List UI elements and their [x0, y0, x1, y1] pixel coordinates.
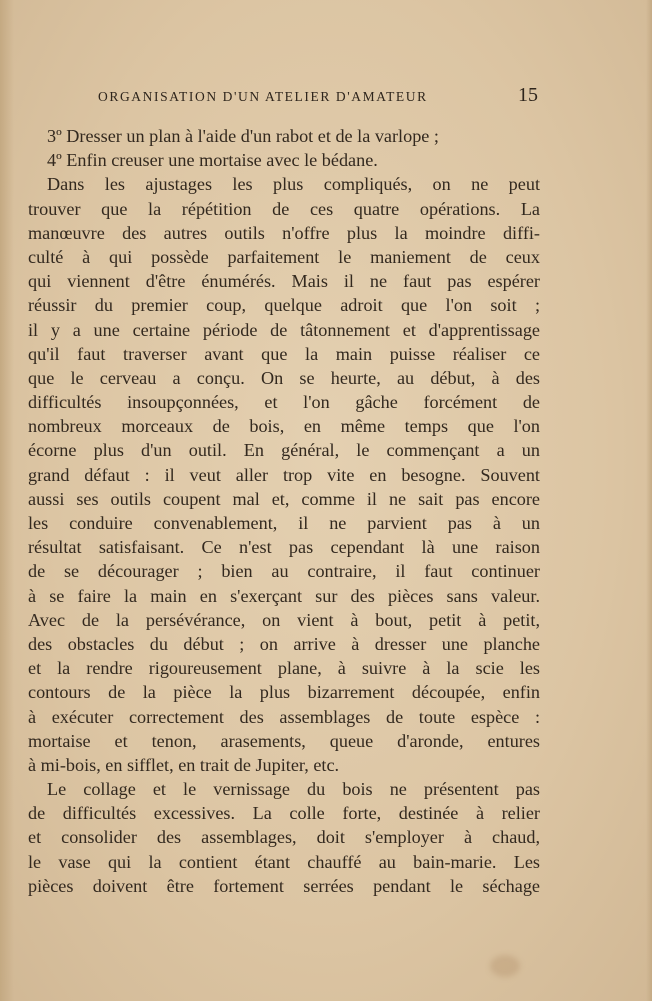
text-line: 3º Dresser un plan à l'aide d'un rabot et de la varlope ; — [47, 126, 439, 146]
page-number: 15 — [518, 84, 538, 106]
text-line: qui viennent d'être énumérés. Mais il ne faut pas espérer — [28, 271, 540, 292]
text-line: grand défaut : il veut aller trop vite en besogne. Souvent — [28, 464, 540, 485]
text-line: mortaise et tenon, arasements, queue d'aronde, entures — [28, 730, 540, 751]
body-text — [28, 124, 540, 898]
text-line: de difficultés excessives. La colle forte, destinée à relier — [28, 803, 540, 824]
text-line: nombreux morceaux de bois, en même temps que l'on — [28, 416, 540, 437]
text-line: Avec de la persévérance, on vient à bout, petit à petit, — [28, 609, 540, 630]
text-line: à se faire la main en s'exerçant sur des pièces sans valeur. — [28, 585, 540, 606]
text-line: que le cerveau a conçu. On se heurte, au début, à des — [28, 367, 540, 388]
running-head: ORGANISATION D'UN ATELIER D'AMATEUR — [98, 89, 428, 104]
text-line: Dans les ajustages les plus compliqués, on ne peut — [47, 174, 540, 195]
text-line: qu'il faut traverser avant que la main puisse réaliser ce — [28, 343, 540, 364]
text-line: et consolider des assemblages, doit s'employer à chaud, — [28, 827, 540, 848]
text-line: il y a une certaine période de tâtonnement et d'apprentissage — [28, 319, 540, 340]
text-line: Le collage et le vernissage du bois ne présentent pas — [47, 779, 540, 800]
text-line: et la rendre rigoureusement plane, à suivre à la scie les — [28, 658, 540, 679]
text-line: écorne plus d'un outil. En général, le commençant a un — [28, 440, 540, 461]
text-line: à exécuter correctement des assemblages de toute espèce : — [28, 706, 540, 727]
text-line: aussi ses outils coupent mal et, comme il ne sait pas encore — [28, 488, 540, 509]
text-line: réussir du premier coup, quelque adroit que l'on soit ; — [28, 295, 540, 316]
text-line: contours de la pièce la plus bizarrement découpée, enfin — [28, 682, 540, 703]
page-header — [98, 84, 538, 108]
text-line: culté à qui possède parfaitement le maniement de ceux — [28, 246, 540, 267]
text-line: 4º Enfin creuser une mortaise avec le bédane. — [47, 150, 378, 171]
text-line: trouver que la répétition de ces quatre opérations. La — [28, 198, 540, 219]
text-line: des obstacles du début ; on arrive à dresser une planche — [28, 633, 540, 654]
text-line: les conduire convenablement, il ne parvient pas à un — [28, 513, 540, 533]
text-line: le vase qui la contient étant chauffé au bain-marie. Les — [28, 851, 540, 872]
text-line: à mi-bois, en sifflet, en trait de Jupiter, etc. — [28, 754, 340, 775]
text-line: manœuvre des autres outils n'offre plus la moindre diffi- — [28, 222, 540, 243]
text-line: de se décourager ; bien au contraire, il faut continuer — [28, 561, 540, 582]
text-line: résultat satisfaisant. Ce n'est pas cependant là une raison — [28, 537, 540, 558]
paper-stain — [490, 955, 520, 977]
text-line: difficultés insoupçonnées, et l'on gâche forcément de — [28, 392, 540, 413]
text-line: pièces doivent être fortement serrées pendant le séchage — [28, 875, 540, 896]
